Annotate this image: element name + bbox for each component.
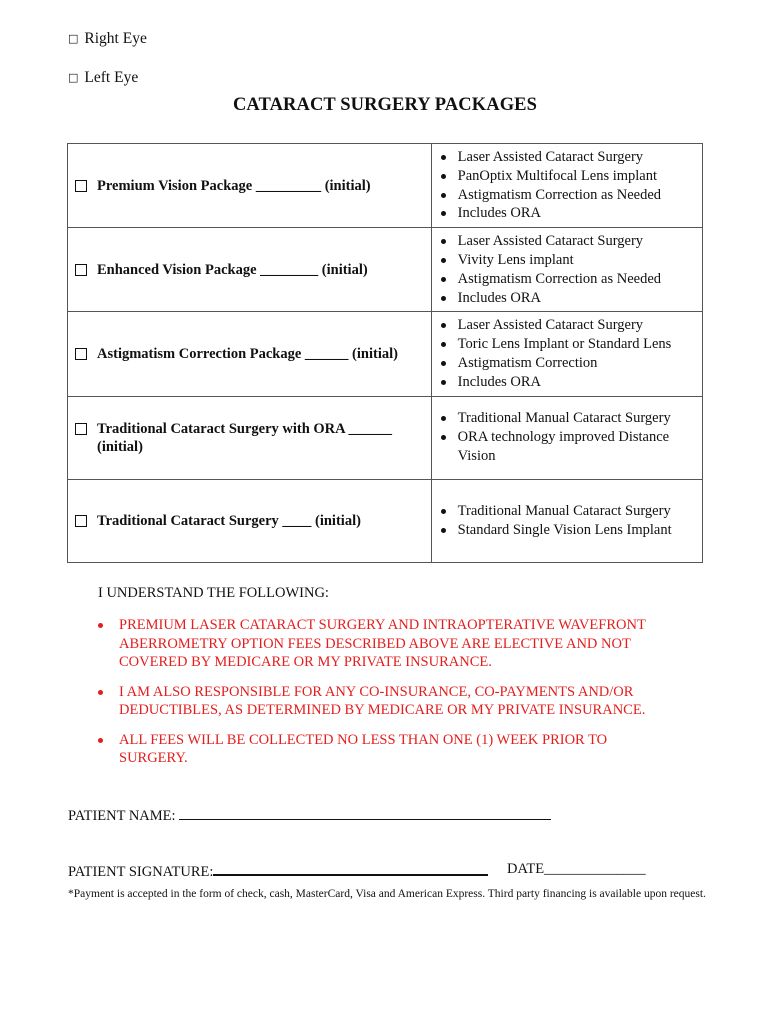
feature-item: ORA technology improved Distance Vision	[439, 428, 702, 466]
feature-item: Astigmatism Correction as Needed	[439, 186, 702, 205]
left-eye-option[interactable]	[68, 69, 138, 87]
left-eye-label: Left Eye	[84, 69, 139, 86]
feature-list	[432, 228, 702, 311]
package-row-enhanced	[68, 228, 703, 312]
patient-name-label: PATIENT NAME:	[68, 808, 180, 824]
patient-name-field[interactable]	[179, 806, 551, 820]
package-cell	[68, 144, 432, 228]
package-cell	[68, 228, 432, 312]
package-cell	[68, 396, 432, 479]
features-cell	[431, 479, 702, 562]
package-label: Traditional Cataract Surgery ____ (initial)	[97, 512, 361, 529]
patient-name-row	[68, 806, 551, 825]
feature-item: Includes ORA	[439, 204, 702, 223]
package-label: Traditional Cataract Surgery with ORA ______ (initial)	[97, 420, 392, 455]
package-row-premium	[68, 144, 703, 228]
feature-item: Astigmatism Correction	[439, 354, 702, 373]
feature-item: Laser Assisted Cataract Surgery	[439, 148, 702, 167]
left-eye-checkbox[interactable]: □	[68, 71, 79, 84]
feature-item: Traditional Manual Cataract Surgery	[439, 502, 702, 521]
package-label: Astigmatism Correction Package ______ (initial)	[97, 345, 398, 362]
package-row-traditional	[68, 479, 703, 562]
feature-item: PanOptix Multifocal Lens implant	[439, 167, 702, 186]
feature-item: Includes ORA	[439, 289, 702, 308]
features-cell	[431, 312, 702, 396]
packages-table	[67, 143, 703, 563]
right-eye-checkbox[interactable]: □	[68, 32, 79, 45]
features-cell	[431, 144, 702, 228]
package-cell	[68, 312, 432, 396]
feature-list	[432, 405, 702, 469]
package-checkbox[interactable]	[75, 348, 87, 360]
features-cell	[431, 396, 702, 479]
feature-item: Includes ORA	[439, 373, 702, 392]
patient-signature-label: PATIENT SIGNATURE:	[68, 864, 214, 880]
understand-heading: I UNDERSTAND THE FOLLOWING:	[98, 585, 329, 601]
date-label: DATE	[507, 861, 545, 877]
patient-signature-row	[68, 861, 488, 881]
payment-footnote: *Payment is accepted in the form of check, cash, MasterCard, Visa and American Express. Third party financing is available upon request.	[68, 888, 706, 900]
package-checkbox[interactable]	[75, 264, 87, 276]
terms-item: I AM ALSO RESPONSIBLE FOR ANY CO-INSURANCE, CO-PAYMENTS AND/OR DEDUCTIBLES, AS DETERMINED BY MEDICARE OR MY PRIVATE INSURANCE.	[97, 683, 677, 720]
feature-item: Astigmatism Correction as Needed	[439, 270, 702, 289]
package-label: Enhanced Vision Package ________ (initial)	[97, 261, 368, 278]
terms-item: PREMIUM LASER CATARACT SURGERY AND INTRAOPTERATIVE WAVEFRONT ABERROMETRY OPTION FEES DESCRIBED ABOVE ARE ELECTIVE AND NOT COVERED BY MEDICARE OR MY PRIVATE INSURANCE.	[97, 616, 677, 672]
date-row	[507, 861, 646, 878]
package-label: Premium Vision Package _________ (initial)	[97, 177, 371, 194]
features-cell	[431, 228, 702, 312]
page-title: CATARACT SURGERY PACKAGES	[232, 95, 538, 115]
package-row-astigmatism	[68, 312, 703, 396]
right-eye-label: Right Eye	[84, 30, 147, 47]
package-checkbox[interactable]	[75, 423, 87, 435]
feature-item: Laser Assisted Cataract Surgery	[439, 316, 702, 335]
feature-list	[432, 498, 702, 544]
package-checkbox[interactable]	[75, 180, 87, 192]
package-row-traditional-ora	[68, 396, 703, 479]
package-checkbox[interactable]	[75, 515, 87, 527]
feature-item: Toric Lens Implant or Standard Lens	[439, 335, 702, 354]
patient-signature-field[interactable]	[213, 861, 488, 876]
terms-list	[97, 616, 677, 779]
right-eye-option[interactable]	[68, 30, 147, 48]
terms-item: ALL FEES WILL BE COLLECTED NO LESS THAN ONE (1) WEEK PRIOR TO SURGERY.	[97, 731, 677, 768]
feature-list	[432, 312, 702, 395]
feature-item: Traditional Manual Cataract Surgery	[439, 409, 702, 428]
feature-item: Standard Single Vision Lens Implant	[439, 521, 702, 540]
feature-item: Laser Assisted Cataract Surgery	[439, 232, 702, 251]
date-field[interactable]: ______________	[544, 861, 646, 877]
package-cell	[68, 479, 432, 562]
feature-item: Vivity Lens implant	[439, 251, 702, 270]
feature-list	[432, 144, 702, 227]
